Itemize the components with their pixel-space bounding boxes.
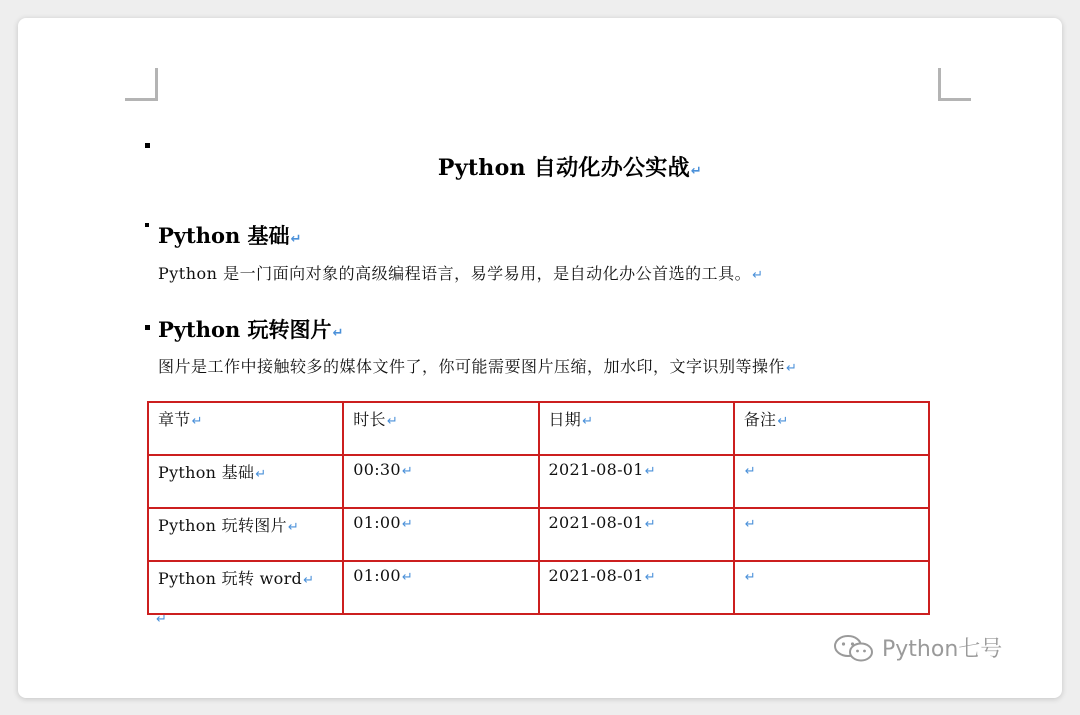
table-cell[interactable] <box>148 455 343 508</box>
section-body-text: 图片是工作中接触较多的媒体文件了，你可能需要图片压缩，加水印，文字识别等操作 <box>158 357 786 376</box>
watermark <box>832 632 1002 663</box>
paragraph-mark: ↵ <box>290 232 302 247</box>
section-body-basics[interactable] <box>158 261 763 284</box>
table-header-cell[interactable] <box>539 402 734 455</box>
table-row <box>148 455 929 508</box>
section-heading-text: Python 基础 <box>158 223 290 248</box>
schedule-table <box>147 401 930 615</box>
wechat-icon <box>832 633 876 663</box>
list-bullet <box>145 223 149 227</box>
paragraph-mark: ↵ <box>401 464 414 479</box>
paragraph-mark: ↵ <box>401 517 414 532</box>
list-bullet <box>145 143 150 148</box>
cell-text: Python 玩转图片 <box>158 516 287 535</box>
section-heading-basics[interactable] <box>158 220 301 250</box>
cell-text: 备注 <box>743 410 777 429</box>
table-header-cell[interactable] <box>734 402 929 455</box>
paragraph-mark: ↵ <box>401 570 414 585</box>
table-header-cell[interactable] <box>148 402 343 455</box>
table-row <box>148 561 929 614</box>
paragraph-mark: ↵ <box>744 464 756 479</box>
paragraph-mark: ↵ <box>156 612 167 627</box>
end-paragraph-mark[interactable] <box>155 608 167 627</box>
list-bullet <box>145 325 150 330</box>
cell-text: Python 基础 <box>158 463 255 482</box>
cell-text: 日期 <box>548 410 582 429</box>
cell-text: 章节 <box>158 410 191 429</box>
table-cell[interactable] <box>539 508 734 561</box>
table-cell[interactable] <box>734 455 929 508</box>
paragraph-mark: ↵ <box>752 268 764 283</box>
paragraph-mark: ↵ <box>644 570 656 585</box>
table-cell[interactable] <box>148 561 343 614</box>
table-cell[interactable] <box>343 508 538 561</box>
paragraph-mark: ↵ <box>690 164 703 179</box>
section-heading-images[interactable] <box>158 314 343 344</box>
paragraph-mark: ↵ <box>332 326 344 341</box>
section-heading-text: Python 玩转图片 <box>158 317 332 342</box>
paragraph-mark: ↵ <box>303 573 315 588</box>
cell-text: 01:00 <box>353 566 401 585</box>
table-cell[interactable] <box>148 508 343 561</box>
document-title[interactable] <box>18 151 1062 182</box>
paragraph-mark: ↵ <box>582 414 594 429</box>
page-corner-marker-top-right <box>938 68 971 101</box>
paragraph-mark: ↵ <box>786 361 798 376</box>
table-cell[interactable] <box>734 508 929 561</box>
cell-text: 00:30 <box>353 460 401 479</box>
paragraph-mark: ↵ <box>744 570 756 585</box>
watermark-text: Python七号 <box>882 637 1003 662</box>
document-page <box>18 18 1062 698</box>
paragraph-mark: ↵ <box>744 517 756 532</box>
paragraph-mark: ↵ <box>386 414 399 429</box>
paragraph-mark: ↵ <box>644 464 656 479</box>
paragraph-mark: ↵ <box>777 414 789 429</box>
table-cell[interactable] <box>734 561 929 614</box>
document-title-text: Python 自动化办公实战 <box>437 155 690 181</box>
paragraph-mark: ↵ <box>287 520 300 535</box>
page-corner-marker-top-left <box>125 68 158 101</box>
table-header-row <box>148 402 929 455</box>
table-cell[interactable] <box>343 561 538 614</box>
cell-text: Python 玩转 word <box>158 569 303 588</box>
cell-text: 时长 <box>353 410 386 429</box>
cell-text: 2021-08-01 <box>548 513 644 532</box>
cell-text: 01:00 <box>353 513 401 532</box>
section-body-images[interactable] <box>158 354 797 377</box>
paragraph-mark: ↵ <box>191 414 203 429</box>
table-row <box>148 508 929 561</box>
table-cell[interactable] <box>343 455 538 508</box>
paragraph-mark: ↵ <box>644 517 656 532</box>
table-cell[interactable] <box>539 561 734 614</box>
table-cell[interactable] <box>539 455 734 508</box>
cell-text: 2021-08-01 <box>548 566 644 585</box>
section-body-text: Python 是一门面向对象的高级编程语言，易学易用，是自动化办公首选的工具。 <box>158 264 752 283</box>
paragraph-mark: ↵ <box>255 467 267 482</box>
cell-text: 2021-08-01 <box>548 460 644 479</box>
table-header-cell[interactable] <box>343 402 538 455</box>
